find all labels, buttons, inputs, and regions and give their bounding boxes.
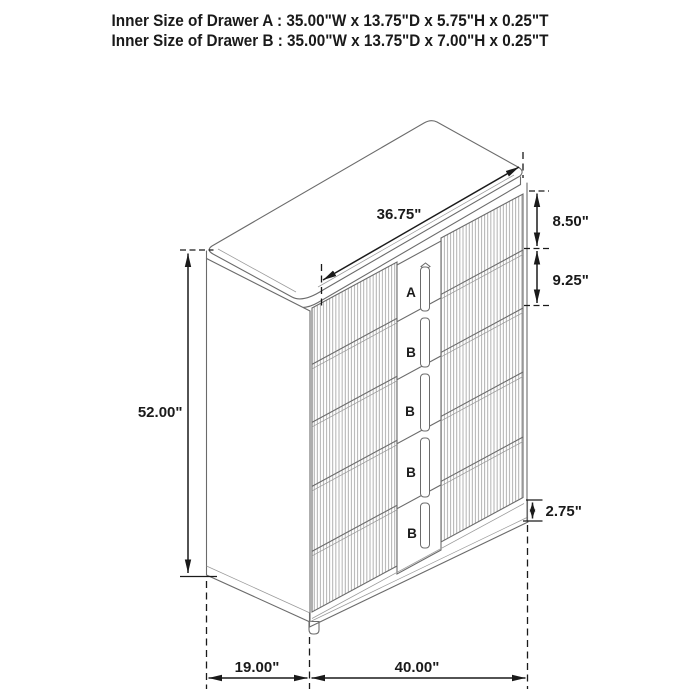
dimension-overall-height [138,250,217,577]
chest-drawing [207,121,529,634]
dim-label-base: 2.75" [545,503,582,520]
drawer-label-b3: B [406,465,416,480]
center-stile [397,241,441,574]
dimension-base-height [523,500,582,521]
drawer-label-b4: B [407,526,417,541]
dimension-drawer-a-height [524,191,589,249]
dim-label-drawer-a: 8.50" [552,213,589,230]
dim-label-depth: 19.00" [234,659,280,676]
spec-line-drawer-b: Inner Size of Drawer B : 35.00"W x 13.75"D x 7.00"H x 0.25"T [111,31,550,50]
chest-side-panel [207,259,320,635]
drawer-label-b2: B [405,404,415,419]
dim-label-overall-height: 52.00" [137,404,183,421]
front-fluted-panel-left [312,262,397,612]
handle-drawer-a [421,267,430,311]
dim-label-overall-width: 40.00" [394,659,440,676]
drawer-handles [421,263,431,548]
handle-drawer-b4 [421,503,430,548]
dimension-drawer-b-height [524,251,589,306]
drawer-label-b1: B [406,345,416,360]
dim-label-top-width: 36.75" [376,206,422,223]
handle-drawer-b1 [421,318,430,367]
spec-line-drawer-a: Inner Size of Drawer A : 35.00"W x 13.75"D x 5.75"H x 0.25"T [111,11,550,30]
handle-drawer-b3 [421,438,430,497]
handle-drawer-b2 [421,374,430,431]
dim-label-drawer-b: 9.25" [552,272,589,289]
drawer-label-a: A [406,285,416,300]
front-fluted-panel-right [441,194,523,542]
